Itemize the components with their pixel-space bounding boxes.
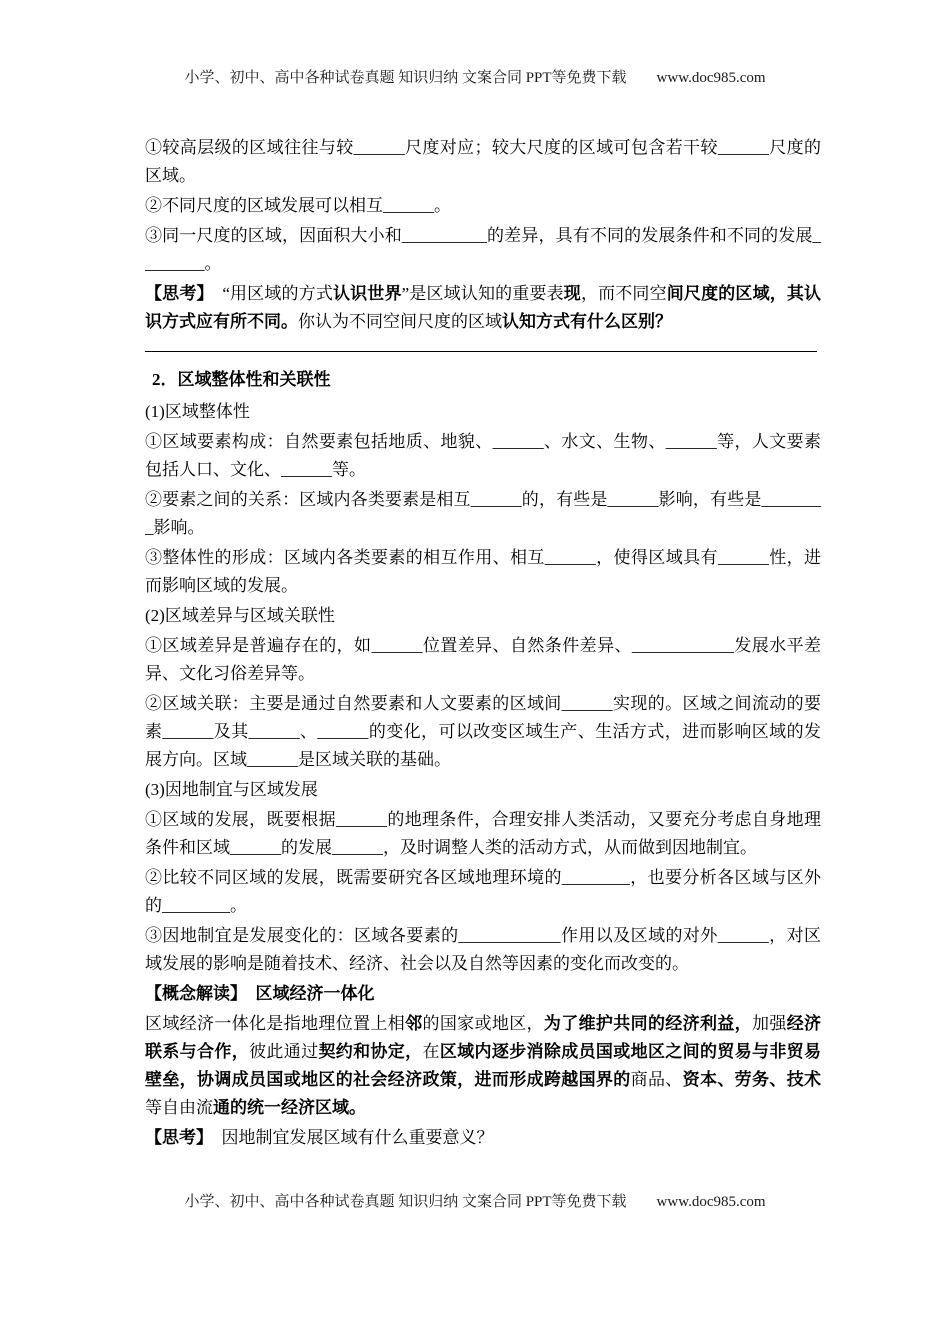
text-segment: ③因地制宜是发展变化的：区域各要素的____________作用以及区域的对外______，对区域发展的影响是随着技术、经济、社会以及自然等因素的变化而改变的。 bbox=[145, 926, 821, 973]
text-segment: 间尺度的区域，其认识方式应有所不同。 bbox=[145, 284, 822, 331]
text-segment: 彼此通过 bbox=[249, 1042, 319, 1061]
text-segment: ②不同尺度的区域发展可以相互______。 bbox=[145, 196, 451, 215]
text-segment: 认知方式有什么区别？ bbox=[502, 312, 672, 331]
text-segment: ②比较不同区域的发展，既需要研究各区域地理环境的________，也要分析各区域与区外的________。 bbox=[145, 868, 821, 915]
text-segment: 邻 bbox=[405, 1014, 423, 1033]
text-segment: 社会经济政策， bbox=[353, 1070, 475, 1089]
text-segment: (1)区域整体性 bbox=[145, 402, 250, 421]
text-segment: 通的统一经济区域。 bbox=[213, 1098, 366, 1117]
subsection-heading-1 bbox=[145, 398, 821, 426]
text-segment: ①区域要素构成：自然要素包括地质、地貌、______、水文、生物、______等，人文要素包括人口、文化、______等。 bbox=[145, 432, 821, 479]
answer-line bbox=[145, 350, 817, 352]
list-item-adapt-1 bbox=[145, 806, 821, 862]
think-note bbox=[145, 280, 821, 336]
text-segment: 2．区域整体性和关联性 bbox=[152, 370, 331, 389]
text-segment: ③整体性的形成：区域内各类要素的相互作用、相互______，使得区域具有______性，进而影响区域的发展。 bbox=[145, 548, 821, 595]
text-segment: 等自由流 bbox=[145, 1098, 213, 1117]
text-segment: 的国家或地区， bbox=[422, 1014, 544, 1033]
list-item-scale-3 bbox=[145, 222, 821, 278]
section-heading bbox=[145, 366, 821, 394]
footer-text: 小学、初中、高中各种试卷真题 知识归纳 文案合同 PPT等免费下载 bbox=[184, 1194, 627, 1210]
list-item-adapt-3 bbox=[145, 922, 821, 978]
text-segment: 区域经济一体化是指地理位置上相 bbox=[145, 1014, 406, 1033]
text-segment: 契约和协定， bbox=[318, 1042, 423, 1061]
text-segment: ①区域的发展，既要根据______的地理条件，合理安排人类活动，又要充分考虑自身地理条件和区域______的发展______，及时调整人类的活动方式，从而做到因地制宜。 bbox=[145, 810, 821, 857]
footer-url: www.doc985.com bbox=[656, 1194, 766, 1210]
list-item-integrity-2 bbox=[145, 486, 821, 542]
list-item-integrity-3 bbox=[145, 544, 821, 600]
text-segment: 认识世界 bbox=[332, 284, 402, 303]
subsection-heading-2 bbox=[145, 602, 821, 630]
text-segment: 【思考】 bbox=[145, 284, 223, 303]
text-segment: 加强 bbox=[752, 1014, 787, 1033]
text-segment: (2)区域差异与区域关联性 bbox=[145, 606, 335, 625]
concept-heading bbox=[145, 980, 821, 1008]
header-text: 小学、初中、高中各种试卷真题 知识归纳 文案合同 PPT等免费下载 bbox=[184, 70, 627, 86]
text-segment: “用区域的方式 bbox=[222, 284, 333, 303]
list-item-difference-2 bbox=[145, 690, 821, 774]
text-segment: 【思考】 bbox=[145, 1128, 222, 1147]
text-segment: 在 bbox=[422, 1042, 440, 1061]
concept-paragraph bbox=[145, 1010, 821, 1122]
list-item-scale-2 bbox=[145, 192, 821, 220]
text-segment: 【概念解读】 区域经济一体化 bbox=[145, 984, 375, 1003]
text-segment: ，而不同空 bbox=[580, 284, 667, 303]
list-item-difference-1 bbox=[145, 632, 821, 688]
text-segment: ①较高层级的区域往往与较______尺度对应；较大尺度的区域可包含若干较______尺度的区域。 bbox=[145, 138, 821, 185]
list-item-integrity-1 bbox=[145, 428, 821, 484]
text-segment: 商品、 bbox=[630, 1070, 683, 1089]
text-segment: (3)因地制宜与区域发展 bbox=[145, 780, 318, 799]
subsection-heading-3 bbox=[145, 776, 821, 804]
text-segment: 进而形成跨越国界的 bbox=[474, 1070, 631, 1089]
text-segment: 现 bbox=[563, 284, 581, 303]
text-segment: 因地制宜发展区域有什么重要意义？ bbox=[221, 1128, 494, 1147]
text-segment: ②区域关联：主要是通过自然要素和人文要素的区域间______实现的。区域之间流动的要素______及其______、______的变化，可以改变区域生产、生活方式，进而影响区域的发展方向。区域______是区域关联的基础。 bbox=[145, 694, 821, 769]
think-question bbox=[145, 1124, 821, 1152]
text-segment: ②要素之间的关系：区域内各类要素是相互______的，有些是______影响，有些是________影响。 bbox=[145, 490, 821, 537]
list-item-adapt-2 bbox=[145, 864, 821, 920]
text-segment: 区域内逐步消除成员国或地区之间的贸易与非贸易壁垒，协调成员国或地区的 bbox=[145, 1042, 822, 1089]
text-segment: 资本、劳务、技术 bbox=[682, 1070, 822, 1089]
text-segment: ③同一尺度的区域，因面积大小和__________的差异，具有不同的发展条件和不同的发展________。 bbox=[145, 226, 821, 273]
page-header bbox=[0, 66, 950, 87]
header-url: www.doc985.com bbox=[656, 70, 766, 86]
text-segment: 为了维护共同的经济利益， bbox=[543, 1014, 752, 1033]
text-segment: ①区域差异是普遍存在的，如______位置差异、自然条件差异、____________发展水平差异、文化习俗差异等。 bbox=[145, 636, 821, 683]
document-body bbox=[145, 134, 821, 1154]
page-footer bbox=[0, 1190, 950, 1211]
text-segment: ”是区域认知的重要表 bbox=[401, 284, 564, 303]
text-segment: 你认为不同空间尺度的区域 bbox=[298, 312, 502, 331]
list-item-scale-1 bbox=[145, 134, 821, 190]
text-segment: 经济联系与合作， bbox=[145, 1014, 822, 1061]
